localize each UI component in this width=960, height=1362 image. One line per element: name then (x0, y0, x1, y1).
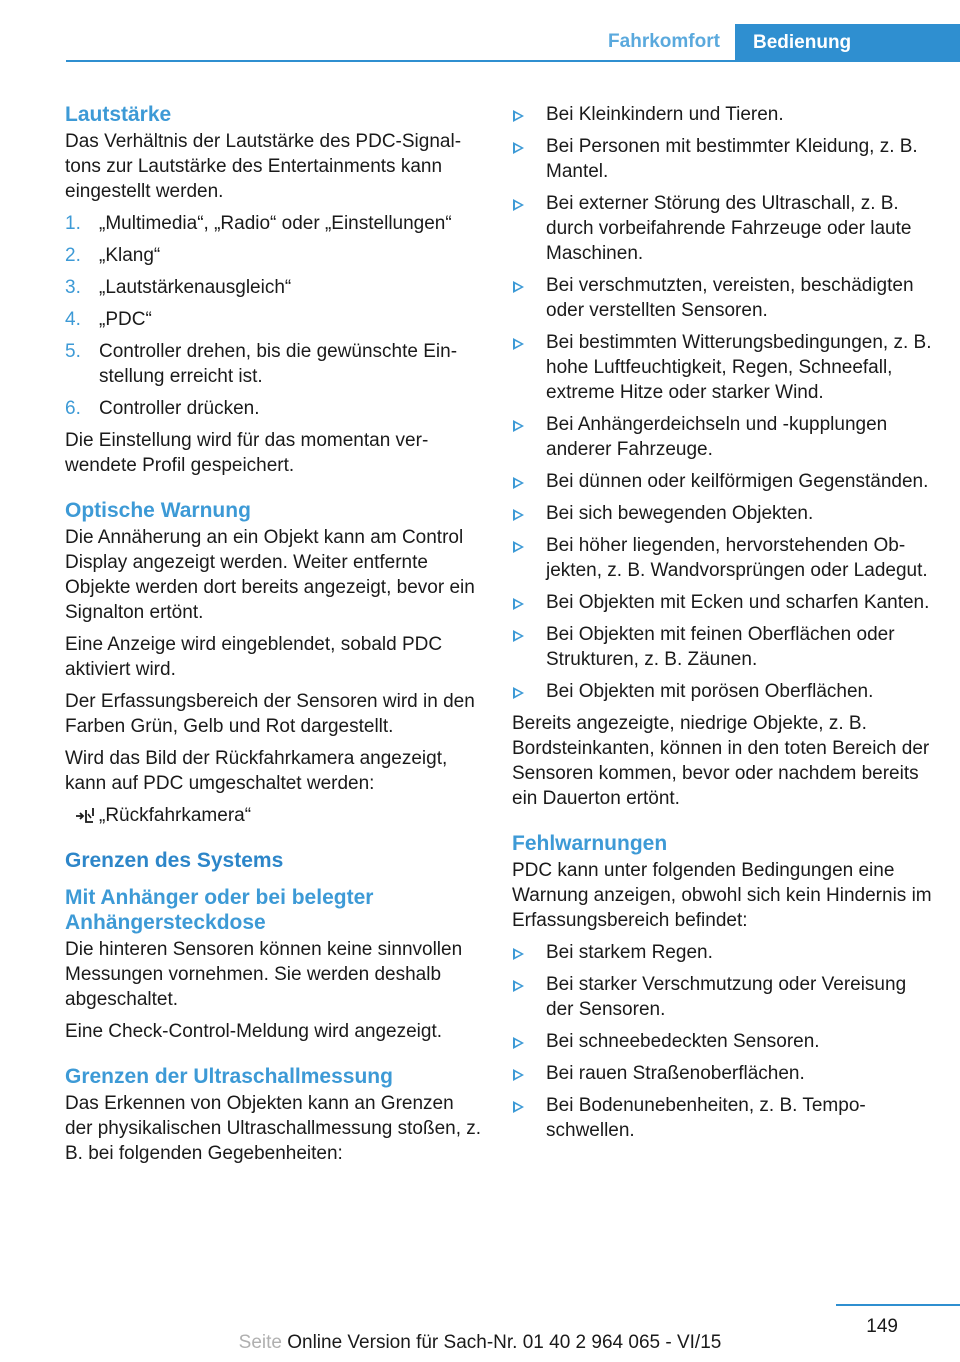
list-item-text: Bei Objekten mit porösen Oberflächen. (546, 681, 874, 702)
limits-list (512, 102, 932, 704)
triangle-bullet-icon (513, 598, 524, 610)
list-item-text: Bei Objekten mit Ecken und scharfen Kanten. (546, 592, 930, 613)
paragraph-ultraschall: Das Erkennen von Objekten kann an Grenzen der physikalischen Ultraschallmessung stoßen, z. B. bei folgenden Gegebenheiten: (65, 1093, 482, 1164)
footer (0, 1332, 960, 1354)
header-rule (66, 60, 960, 62)
triangle-bullet-icon (513, 980, 524, 992)
list-item-text: Bei externer Störung des Ultraschall, z. B. durch vorbeifahrende Fahrzeuge oder laute Maschinen. (546, 193, 912, 264)
footer-text: Online Version für Sach-Nr. 01 40 2 964 065 - VI/15 (287, 1332, 722, 1353)
triangle-bullet-icon (513, 1037, 524, 1049)
list-item (65, 339, 483, 389)
list-item-text: Bei starker Verschmutzung oder Vereisung der Sensoren. (546, 974, 907, 1020)
page-header (0, 24, 960, 61)
list-item (512, 330, 932, 405)
list-item-text: Bei rauen Straßenoberflächen. (546, 1063, 805, 1084)
paragraph-optische-3: Der Erfassungsbereich der Sensoren wird in den Farben Grün, Gelb und Rot dargestellt. (65, 691, 475, 737)
camera-label: „Rückfahrkamera“ (99, 805, 252, 826)
heading-lautstaerke: Lautstärke (65, 103, 172, 126)
triangle-bullet-icon (513, 477, 524, 489)
triangle-bullet-icon (513, 110, 524, 122)
step-number: 3. (65, 277, 81, 298)
triangle-bullet-icon (513, 142, 524, 154)
list-item-text: Bei schneebedeckten Sensoren. (546, 1031, 820, 1052)
triangle-bullet-icon (513, 509, 524, 521)
false-alarms-list (512, 940, 932, 1143)
section-tab-fahrkomfort: Fahrkomfort (608, 31, 720, 52)
step-text: „PDC“ (99, 309, 152, 330)
step-number: 4. (65, 309, 81, 330)
paragraph-lautstaerke: Das Verhältnis der Lautstärke des PDC-Signaltons zur Lautstärke des Entertainments kann eingestellt werden. (65, 131, 462, 202)
list-item (512, 501, 932, 526)
left-column (65, 102, 483, 1173)
step-text: „Lautstärkenausgleich“ (99, 277, 292, 298)
paragraph-optische-4: Wird das Bild der Rückfahrkamera angezeigt, kann auf PDC umgeschaltet werden: (65, 748, 448, 794)
paragraph-optische-1: Die Annäherung an ein Objekt kann am Control Display angezeigt werden. Weiter entfernte Objekte werden dort bereits angezeigt, bevor ein Signalton ertönt. (65, 527, 475, 623)
triangle-bullet-icon (513, 541, 524, 553)
step-text: „Klang“ (99, 245, 161, 266)
list-item-text: Bei verschmutzten, vereisten, beschädigten oder verstellten Sensoren. (546, 275, 914, 321)
list-item (512, 1093, 932, 1143)
list-item (512, 533, 932, 583)
footer-watermark: Seite (238, 1332, 282, 1353)
list-item (512, 1029, 932, 1054)
list-item (512, 1061, 932, 1086)
heading-grenzen-des-systems: Grenzen des Systems (65, 849, 284, 872)
paragraph-optische-2: Eine Anzeige wird eingeblendet, sobald PDC aktiviert wird. (65, 634, 443, 680)
list-item (65, 243, 483, 268)
list-item (65, 211, 483, 236)
heading-ultraschall: Grenzen der Ultraschallmessung (65, 1065, 393, 1088)
list-item-text: Bei Anhängerdeichseln und -kupplungen anderer Fahrzeuge. (546, 414, 888, 460)
list-item (512, 273, 932, 323)
list-item (512, 469, 932, 494)
triangle-bullet-icon (513, 687, 524, 699)
list-item (512, 622, 932, 672)
triangle-bullet-icon (513, 281, 524, 293)
list-item-text: Bei Personen mit bestimmter Kleidung, z. B. Mantel. (546, 136, 918, 182)
heading-anhaenger: Mit Anhänger oder bei belegter Anhängersteckdose (65, 886, 374, 934)
list-item-text: Bei sich bewegenden Objekten. (546, 503, 814, 524)
step-number: 2. (65, 245, 81, 266)
list-item-text: Bei Objekten mit feinen Oberflächen oder Strukturen, z. B. Zäunen. (546, 624, 895, 670)
camera-option (65, 803, 483, 828)
paragraph-fehlwarnungen: PDC kann unter folgenden Bedingungen eine Warnung anzeigen, obwohl sich kein Hindernis im Erfassungsbereich befindet: (512, 860, 932, 931)
paragraph-profile: Die Einstellung wird für das momentan verwendete Profil gespeichert. (65, 430, 429, 476)
list-item-text: Bei starkem Regen. (546, 942, 713, 963)
list-item (512, 102, 932, 127)
list-item-text: Bei Bodenunebenheiten, z. B. Temposchwellen. (546, 1095, 866, 1141)
triangle-bullet-icon (513, 338, 524, 350)
step-number: 6. (65, 398, 81, 419)
step-text: „Multimedia“, „Radio“ oder „Einstellungen“ (99, 213, 452, 234)
heading-fehlwarnungen: Fehlwarnungen (512, 832, 668, 855)
chapter-tab-bedienung: Bedienung (735, 24, 960, 62)
right-column (512, 102, 932, 1150)
list-item (512, 134, 932, 184)
triangle-bullet-icon (513, 948, 524, 960)
heading-optische-warnung: Optische Warnung (65, 499, 251, 522)
triangle-bullet-icon (513, 630, 524, 642)
list-item (512, 679, 932, 704)
paragraph-low-objects: Bereits angezeigte, niedrige Objekte, z. B. Bordsteinkanten, können in den toten Bereich der Sensoren kommen, bevor oder nachdem bereits ein Dauerton ertönt. (512, 713, 930, 809)
triangle-bullet-icon (513, 199, 524, 211)
list-item (65, 396, 483, 421)
steps-list (65, 211, 483, 421)
step-text: Controller drücken. (99, 398, 260, 419)
list-item-text: Bei Kleinkindern und Tieren. (546, 104, 784, 125)
list-item (512, 590, 932, 615)
rear-camera-icon (75, 806, 95, 826)
triangle-bullet-icon (513, 1101, 524, 1113)
list-item (65, 275, 483, 300)
list-item (512, 972, 932, 1022)
list-item (512, 191, 932, 266)
step-text: Controller drehen, bis die gewünschte Einstellung erreicht ist. (99, 341, 458, 387)
step-number: 5. (65, 341, 81, 362)
triangle-bullet-icon (513, 1069, 524, 1081)
list-item (65, 307, 483, 332)
paragraph-anhaenger-2: Eine Check-Control-Meldung wird angezeigt. (65, 1021, 443, 1042)
list-item-text: Bei höher liegenden, hervorstehenden Objekten, z. B. Wandvorsprüngen oder Ladegut. (546, 535, 928, 581)
list-item-text: Bei dünnen oder keilförmigen Gegenständen. (546, 471, 929, 492)
step-number: 1. (65, 213, 81, 234)
list-item-text: Bei bestimmten Witterungsbedingungen, z. B. hohe Luftfeuchtigkeit, Regen, Schneefall, extreme Hitze oder starker Wind. (546, 332, 932, 403)
list-item (512, 412, 932, 462)
paragraph-anhaenger-1: Die hinteren Sensoren können keine sinnvollen Messungen vornehmen. Sie werden deshalb abgeschaltet. (65, 939, 463, 1010)
triangle-bullet-icon (513, 420, 524, 432)
page-number: 149 (866, 1316, 898, 1337)
list-item (512, 940, 932, 965)
page-number-rule (836, 1304, 960, 1306)
